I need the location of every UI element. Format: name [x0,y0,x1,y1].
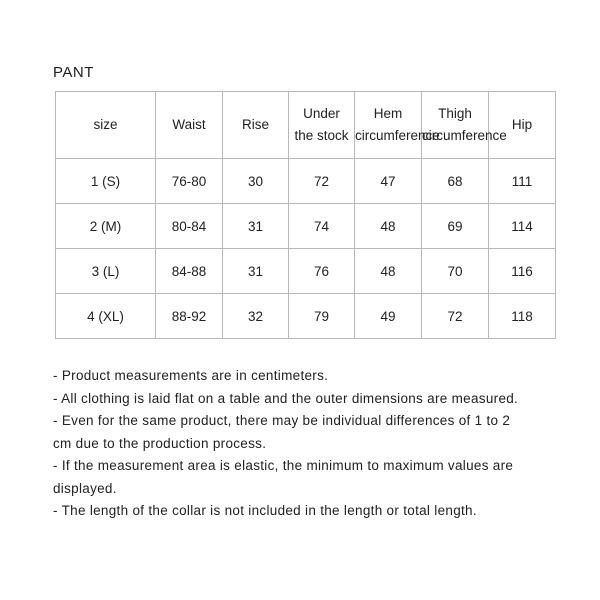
header-hem-circumference-line1: Hem [373,106,403,121]
cell-thigh-circumference: 70 [422,249,489,294]
cell-waist: 84-88 [156,249,223,294]
cell-hem-circumference: 49 [355,294,422,339]
header-hip-label: Hip [511,117,533,132]
cell-hip: 111 [489,159,556,204]
note-line: - The length of the collar is not included in the length or total length. [53,503,477,518]
note-line: - Even for the same product, there may be individual differences of 1 to 2 [53,413,511,428]
header-rise-label: Rise [241,117,269,132]
header-hem-circumference-line2: circumference [355,128,440,143]
note-line: cm due to the production process. [53,435,267,451]
cell-hem-circumference: 48 [355,249,422,294]
header-size-label: size [93,117,118,132]
cell-hip: 118 [489,294,556,339]
header-under-the-stock [289,92,355,159]
page-title: PANT [53,64,94,81]
cell-hem-circumference: 47 [355,159,422,204]
cell-size: 1 (S) [56,159,156,204]
cell-thigh-circumference: 68 [422,159,489,204]
note-line: displayed. [53,480,117,496]
measurement-notes [53,365,563,523]
cell-size: 4 (XL) [56,294,156,339]
cell-hem-circumference: 48 [355,204,422,249]
cell-under-the-stock: 76 [289,249,355,294]
table-row [56,294,556,339]
cell-rise: 32 [223,294,289,339]
note-line: - All clothing is laid flat on a table and the outer dimensions are measured. [53,390,519,406]
table-row [56,159,556,204]
header-waist-label: Waist [172,117,206,132]
header-size [56,92,156,159]
cell-waist: 80-84 [156,204,223,249]
note-line: - If the measurement area is elastic, the minimum to maximum values are [53,458,514,473]
cell-hip: 114 [489,204,556,249]
cell-waist: 76-80 [156,159,223,204]
cell-rise: 31 [223,204,289,249]
cell-under-the-stock: 72 [289,159,355,204]
table-header-row [56,92,556,159]
table-row [56,249,556,294]
header-hem-circumference [355,92,440,159]
cell-waist: 88-92 [156,294,223,339]
header-thigh-circumference-line2: circumference [422,128,507,143]
size-chart-table [55,91,556,339]
header-under-the-stock-line2: the stock [294,128,349,143]
header-hip [489,92,556,159]
header-waist [156,92,223,159]
cell-thigh-circumference: 72 [422,294,489,339]
cell-under-the-stock: 79 [289,294,355,339]
cell-size: 2 (M) [56,204,156,249]
header-rise [223,92,289,159]
table-row [56,204,556,249]
cell-rise: 31 [223,249,289,294]
cell-rise: 30 [223,159,289,204]
header-thigh-circumference-line1: Thigh [438,106,472,121]
header-thigh-circumference [422,92,507,159]
cell-size: 3 (L) [56,249,156,294]
header-under-the-stock-line1: Under [303,106,340,121]
note-line: - Product measurements are in centimeters. [53,368,329,383]
cell-under-the-stock: 74 [289,204,355,249]
cell-thigh-circumference: 69 [422,204,489,249]
cell-hip: 116 [489,249,556,294]
